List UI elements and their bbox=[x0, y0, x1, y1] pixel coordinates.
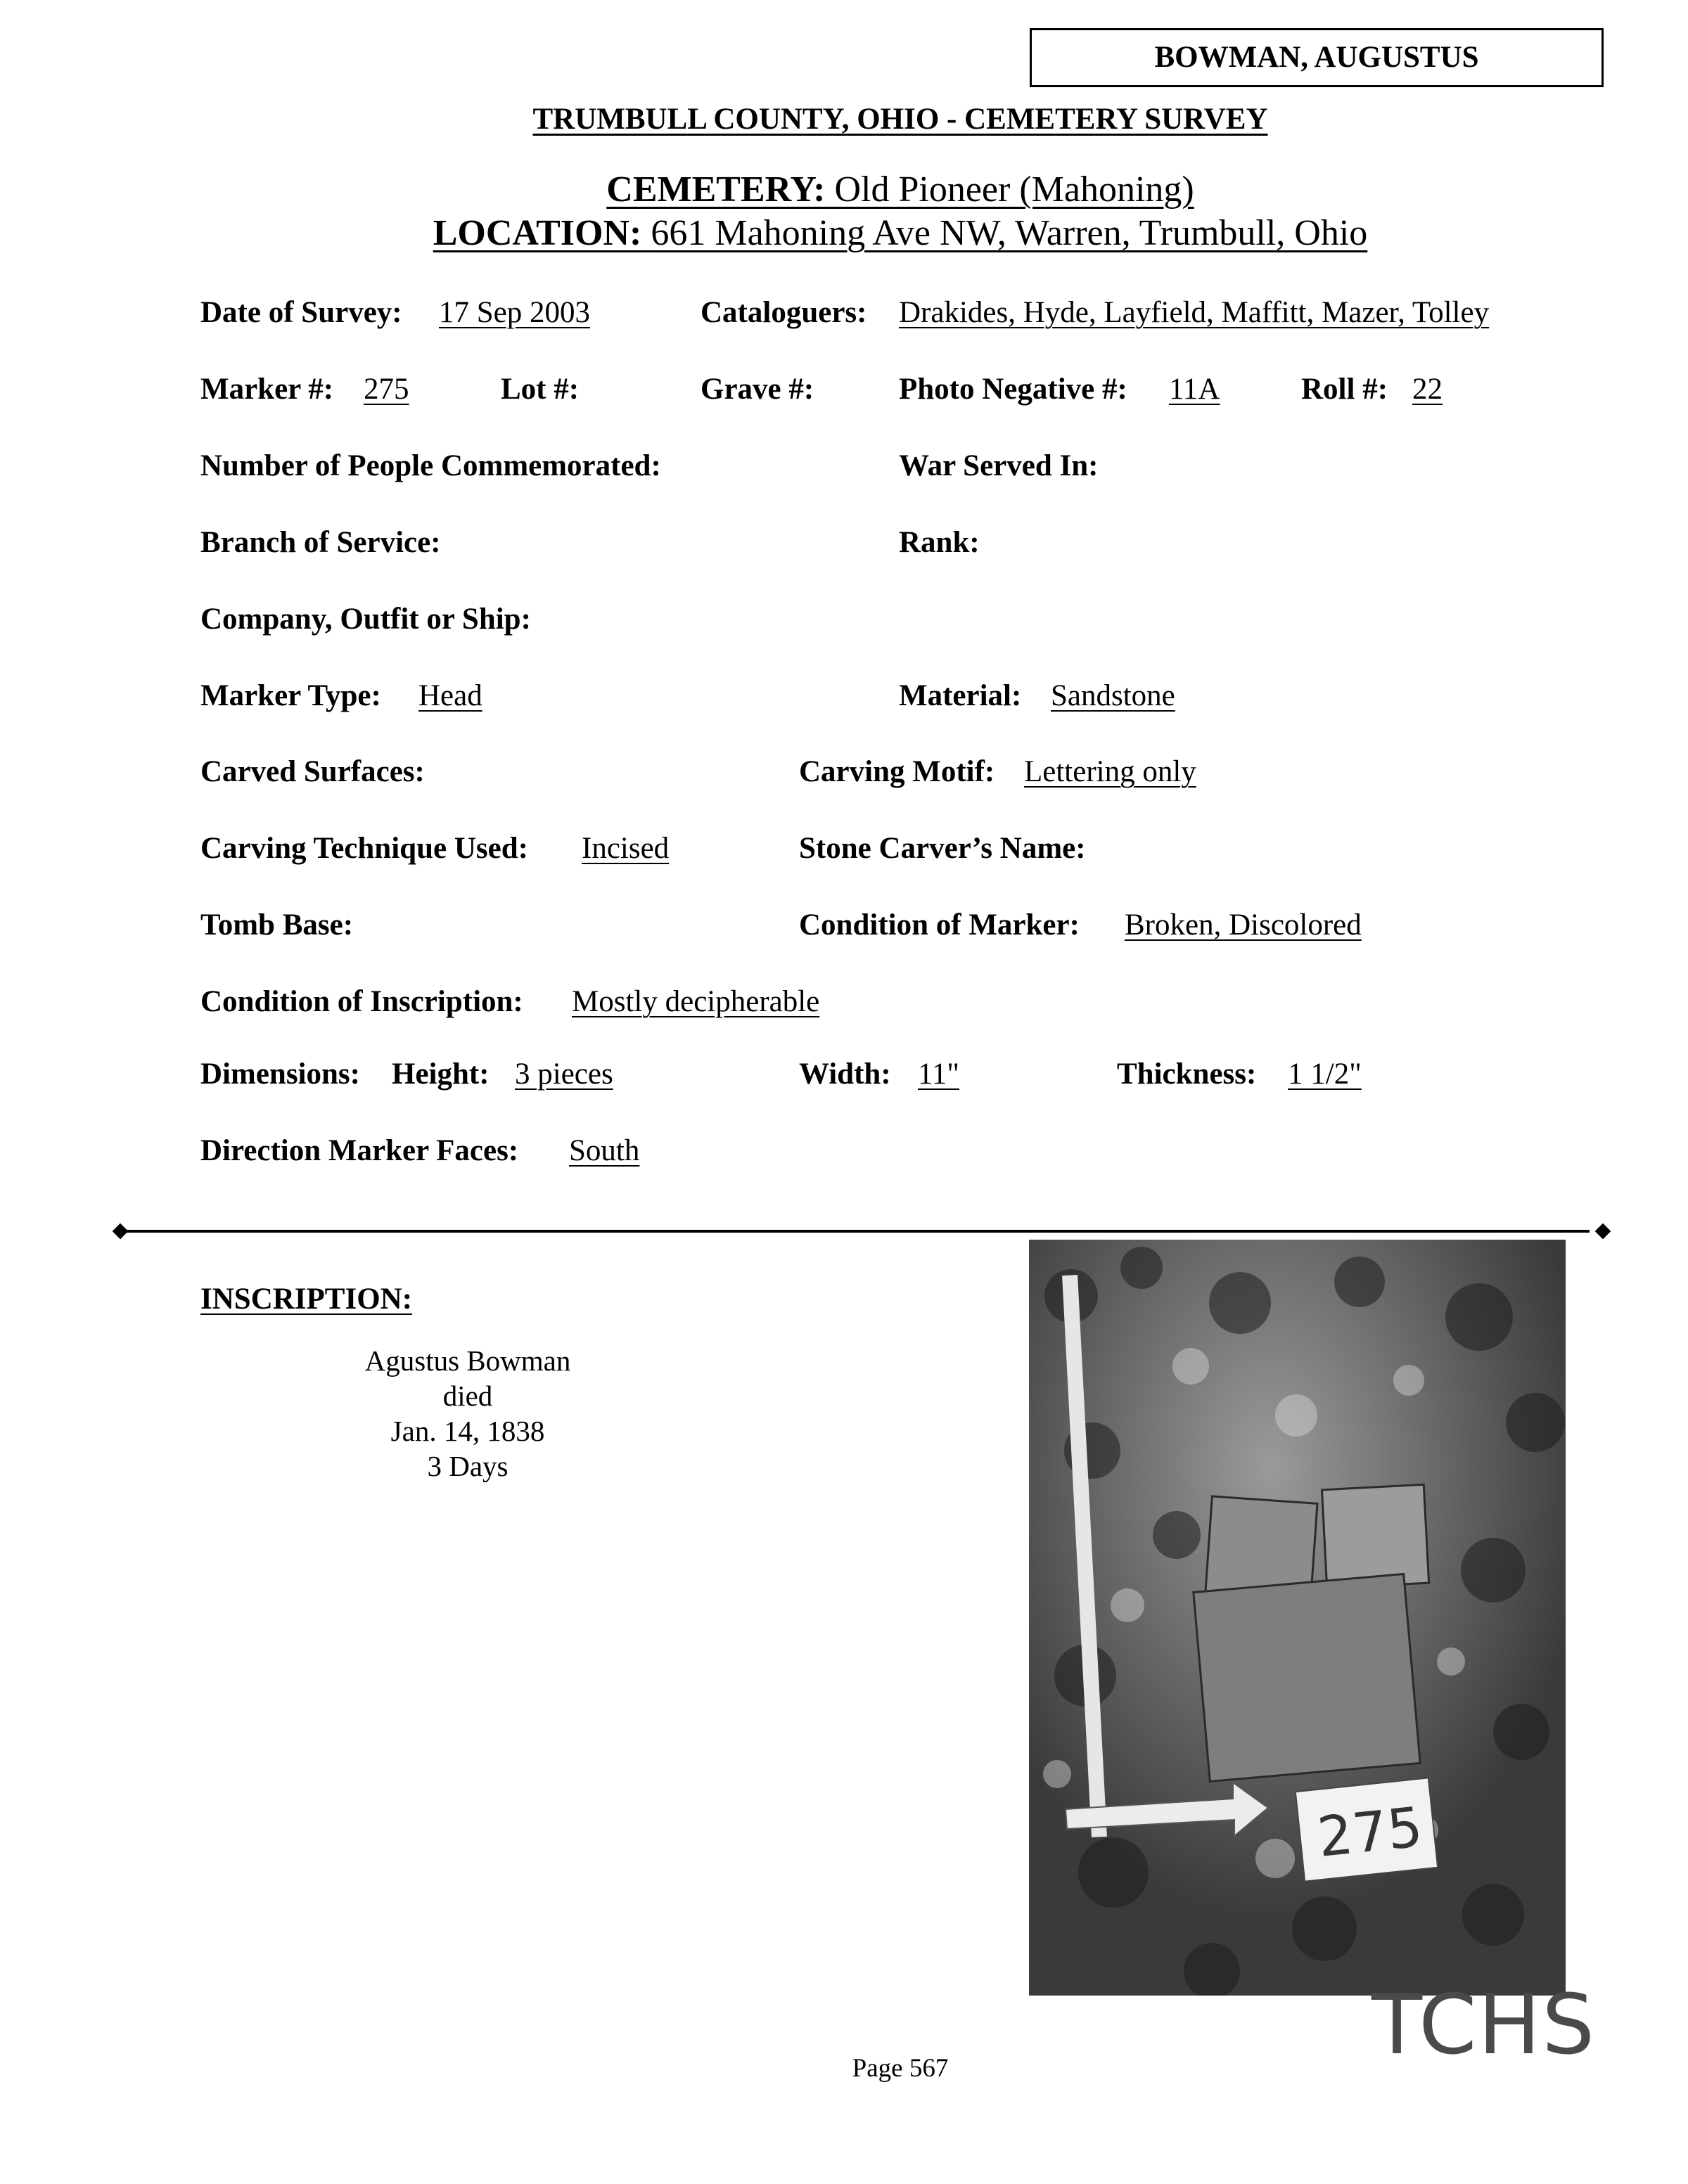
page-number: Page 567 bbox=[852, 2054, 949, 2083]
divider-diamond-right bbox=[1595, 1223, 1611, 1240]
carving-technique-label: Carving Technique Used: bbox=[200, 832, 528, 865]
dimensions-label: Dimensions: bbox=[200, 1058, 360, 1091]
condition-marker-value: Broken, Discolored bbox=[1125, 908, 1362, 942]
roll-number-value: 22 bbox=[1412, 373, 1443, 406]
stone-carver-label: Stone Carver’s Name: bbox=[799, 832, 1086, 865]
width-label: Width: bbox=[799, 1058, 891, 1091]
material-value: Sandstone bbox=[1051, 679, 1175, 712]
record-name-box: BOWMAN, AUGUSTUS bbox=[1030, 28, 1604, 87]
inscription-line: 3 Days bbox=[427, 1450, 509, 1482]
inscription-line: died bbox=[442, 1380, 493, 1412]
date-of-survey-label: Date of Survey: bbox=[200, 296, 402, 329]
thickness-value: 1 1/2" bbox=[1288, 1058, 1362, 1091]
branch-of-service-label: Branch of Service: bbox=[200, 526, 441, 559]
company-label: Company, Outfit or Ship: bbox=[200, 603, 531, 636]
inscription-line: Jan. 14, 1838 bbox=[390, 1415, 545, 1447]
inscription-line: Agustus Bowman bbox=[364, 1344, 571, 1377]
grave-number-label: Grave #: bbox=[701, 373, 814, 406]
direction-value: South bbox=[569, 1134, 640, 1167]
tchs-watermark: TCHS bbox=[1372, 1976, 1597, 2073]
condition-inscription-value: Mostly decipherable bbox=[572, 985, 820, 1018]
lot-number-label: Lot #: bbox=[501, 373, 580, 406]
height-label: Height: bbox=[392, 1058, 490, 1091]
location-value: 661 Mahoning Ave NW, Warren, Trumbull, Ohio bbox=[651, 213, 1368, 253]
photo-negative-label: Photo Negative #: bbox=[899, 373, 1127, 406]
survey-title: TRUMBULL COUNTY, OHIO - CEMETERY SURVEY bbox=[532, 103, 1268, 136]
inscription-heading: INSCRIPTION: bbox=[200, 1283, 413, 1316]
photo-negative-value: 11A bbox=[1169, 373, 1220, 406]
marker-number-value: 275 bbox=[364, 373, 409, 406]
section-divider bbox=[120, 1230, 1590, 1233]
cataloguers-value: Drakides, Hyde, Layfield, Maffitt, Mazer, Tolley bbox=[899, 296, 1490, 329]
date-of-survey-value: 17 Sep 2003 bbox=[439, 296, 590, 329]
war-served-label: War Served In: bbox=[899, 449, 1099, 482]
condition-marker-label: Condition of Marker: bbox=[799, 908, 1080, 942]
location-line bbox=[0, 212, 1688, 254]
tomb-base-label: Tomb Base: bbox=[200, 908, 354, 942]
direction-label: Direction Marker Faces: bbox=[200, 1134, 519, 1167]
cemetery-value: Old Pioneer (Mahoning) bbox=[834, 169, 1194, 210]
people-commemorated-label: Number of People Commemorated: bbox=[200, 449, 661, 482]
height-value: 3 pieces bbox=[515, 1058, 613, 1091]
roll-number-label: Roll #: bbox=[1301, 373, 1388, 406]
marker-number-card: 275 bbox=[1315, 1795, 1426, 1870]
carving-technique-value: Incised bbox=[582, 832, 670, 865]
thickness-label: Thickness: bbox=[1117, 1058, 1257, 1091]
width-value: 11" bbox=[918, 1058, 959, 1091]
location-label: LOCATION: bbox=[433, 213, 642, 253]
material-label: Material: bbox=[899, 679, 1022, 712]
marker-type-value: Head bbox=[418, 679, 482, 712]
inscription-text bbox=[281, 1343, 654, 1484]
rank-label: Rank: bbox=[899, 526, 980, 559]
carving-motif-label: Carving Motif: bbox=[799, 755, 995, 788]
marker-number-label: Marker #: bbox=[200, 373, 334, 406]
cataloguers-label: Cataloguers: bbox=[701, 296, 867, 329]
condition-inscription-label: Condition of Inscription: bbox=[200, 985, 523, 1018]
divider-diamond-left bbox=[113, 1223, 129, 1240]
carved-surfaces-label: Carved Surfaces: bbox=[200, 755, 425, 788]
marker-photo bbox=[1029, 1240, 1566, 1996]
marker-type-label: Marker Type: bbox=[200, 679, 381, 712]
cemetery-line bbox=[0, 169, 1688, 210]
cemetery-label: CEMETERY: bbox=[606, 169, 826, 210]
carving-motif-value: Lettering only bbox=[1024, 755, 1196, 788]
